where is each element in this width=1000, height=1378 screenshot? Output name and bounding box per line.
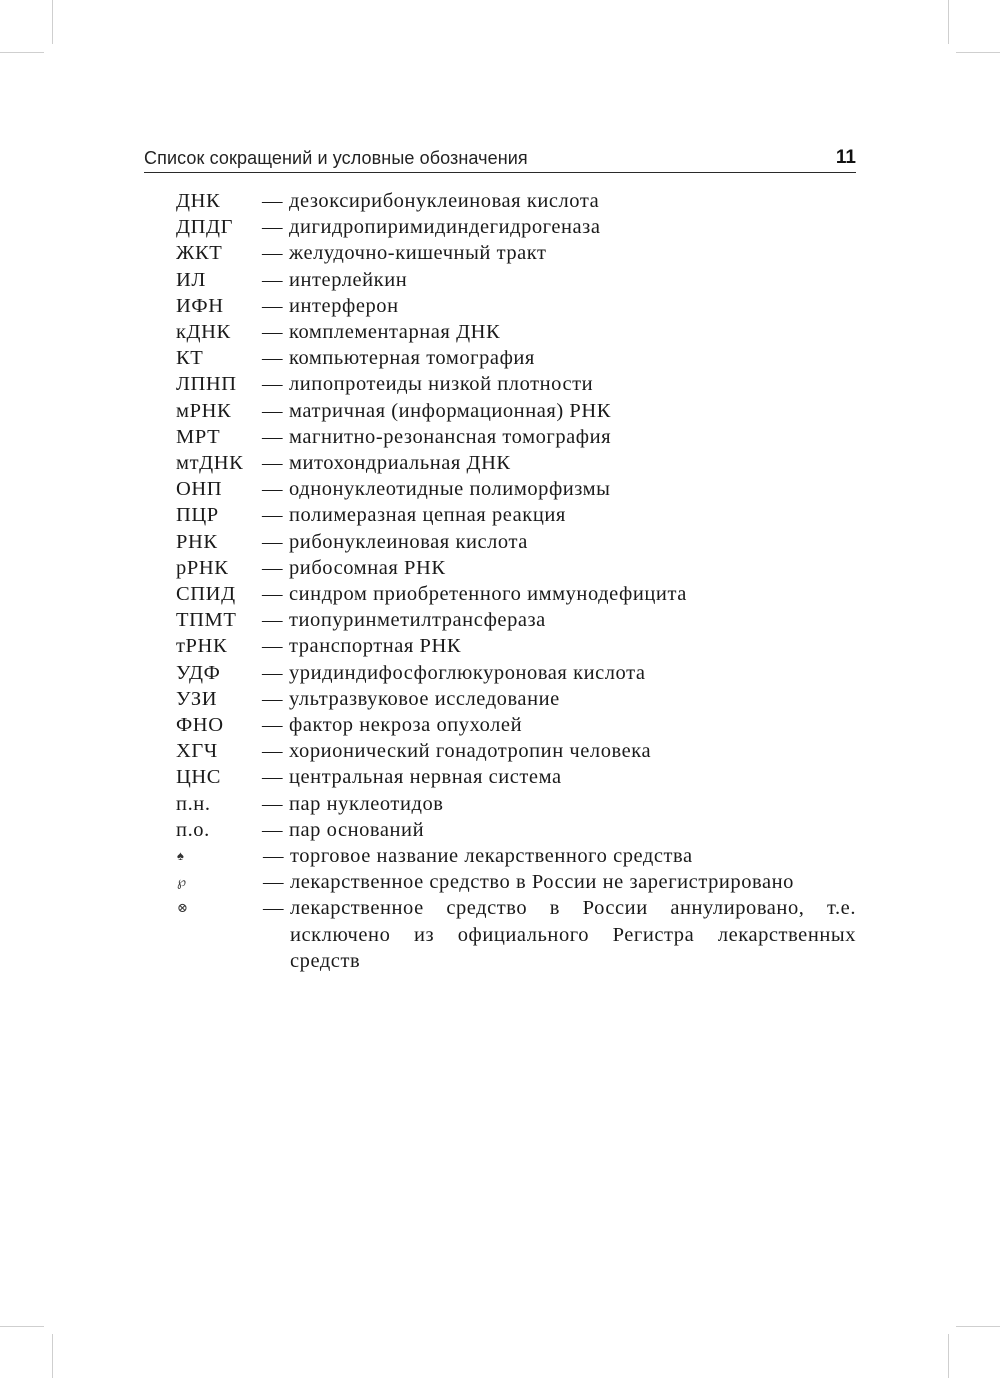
abbreviation-row — [176, 214, 856, 240]
abbreviation-row — [176, 764, 856, 790]
dash: — — [262, 556, 283, 579]
crop-mark-bottom-left-h — [0, 1326, 44, 1327]
abbreviation-definition: пар оснований — [289, 818, 425, 841]
dash: — — [262, 583, 283, 606]
abbreviation-definition: рибонуклеиновая кислота — [289, 530, 528, 553]
abbreviation-term: ДПДГ — [176, 216, 234, 239]
abbreviation-term: КТ — [176, 347, 204, 370]
abbreviation-definition: интерферон — [289, 294, 399, 317]
abbreviation-row — [176, 293, 856, 319]
abbreviation-definition: тиопуринметилтрансфераза — [289, 609, 546, 632]
abbreviation-row — [176, 607, 856, 633]
dash: — — [263, 871, 284, 894]
symbol-definition: торговое название лекарственного средства — [290, 845, 693, 868]
abbreviation-definition: желудочно-кишечный тракт — [289, 242, 547, 265]
dash: — — [262, 818, 283, 841]
abbreviation-definition: хорионический гонадотропин человека — [289, 740, 652, 763]
dash: — — [262, 792, 283, 815]
abbreviation-definition: полимеразная цепная реакция — [289, 504, 566, 527]
abbreviation-row — [176, 817, 856, 843]
abbreviation-term: мтДНК — [176, 452, 244, 475]
crop-mark-bottom-right-h — [956, 1326, 1000, 1327]
abbreviation-definition: дигидропиримидиндегидрогеназа — [289, 216, 601, 239]
abbreviation-term: кДНК — [176, 321, 231, 344]
abbreviation-definition: интерлейкин — [289, 268, 408, 291]
abbreviation-definition: матричная (информационная) РНК — [289, 399, 611, 422]
trademark-spade-icon: ♠ — [177, 848, 185, 864]
abbreviation-definition: синдром приобретенного иммунодефицита — [289, 583, 687, 606]
abbreviation-definition: магнитно-резонансная томография — [289, 425, 612, 448]
abbreviation-term: ТПМТ — [176, 609, 237, 632]
abbreviation-list — [176, 188, 856, 974]
dash: — — [262, 661, 283, 684]
crop-mark-top-left-h — [0, 52, 44, 53]
dash: — — [262, 530, 283, 553]
abbreviation-row — [176, 345, 856, 371]
dash: — — [262, 425, 283, 448]
abbreviation-definition: уридиндифосфоглюкуроновая кислота — [289, 661, 646, 684]
dash: — — [262, 740, 283, 763]
abbreviation-definition: транспортная РНК — [289, 635, 462, 658]
dash: — — [262, 242, 283, 265]
abbreviation-row — [176, 502, 856, 528]
abbreviation-row — [176, 240, 856, 266]
abbreviation-term: МРТ — [176, 425, 221, 448]
crop-mark-bottom-right — [948, 1334, 949, 1378]
abbreviation-definition: пар нуклеотидов — [289, 792, 444, 815]
dash: — — [262, 687, 283, 710]
abbreviation-definition: ультразвуковое исследование — [289, 687, 560, 710]
abbreviation-definition: комплементарная ДНК — [289, 321, 501, 344]
symbol-definition: лекарственное средство в России аннулировано, т.е. исключено из официального Регистра лекарственных средств — [290, 897, 856, 972]
abbreviation-row — [176, 738, 856, 764]
abbreviation-row — [176, 267, 856, 293]
page-number: 11 — [835, 147, 856, 168]
crop-mark-top-left — [52, 0, 53, 44]
abbreviation-term: РНК — [176, 530, 218, 553]
crop-mark-top-right — [948, 0, 949, 44]
abbreviation-definition: митохондриальная ДНК — [289, 452, 511, 475]
abbreviation-term: УЗИ — [176, 687, 218, 710]
symbol-row — [176, 895, 856, 974]
dash: — — [262, 373, 283, 396]
abbreviation-row — [176, 791, 856, 817]
annulled-icon: ⊗ — [177, 900, 189, 916]
dash: — — [262, 714, 283, 737]
dash: — — [262, 478, 283, 501]
abbreviation-definition: однонуклеотидные полиморфизмы — [289, 478, 611, 501]
abbreviation-term: ЦНС — [176, 766, 222, 789]
abbreviation-term: УДФ — [176, 661, 221, 684]
abbreviation-definition: рибосомная РНК — [289, 556, 446, 579]
abbreviation-term: тРНК — [176, 635, 228, 658]
running-head — [144, 146, 856, 173]
dash: — — [262, 347, 283, 370]
abbreviation-term: ФНО — [176, 714, 224, 737]
abbreviation-term: ОНП — [176, 478, 223, 501]
abbreviation-term: ПЦР — [176, 504, 219, 527]
abbreviation-term: ЖКТ — [176, 242, 223, 265]
dash: — — [262, 294, 283, 317]
dash: — — [262, 452, 283, 475]
dash: — — [262, 268, 283, 291]
dash: — — [263, 897, 284, 920]
abbreviation-term: рРНК — [176, 556, 229, 579]
abbreviation-definition: компьютерная томография — [289, 347, 535, 370]
abbreviation-term: ИФН — [176, 294, 224, 317]
abbreviation-row — [176, 371, 856, 397]
abbreviation-row — [176, 712, 856, 738]
abbreviation-row — [176, 686, 856, 712]
dash: — — [262, 190, 283, 212]
abbreviation-term: ДНК — [176, 190, 221, 212]
abbreviation-definition: липопротеиды низкой плотности — [289, 373, 594, 396]
symbol-definition: лекарственное средство в России не зарегистрировано — [290, 871, 794, 894]
abbreviation-row — [176, 476, 856, 502]
abbreviation-row — [176, 319, 856, 345]
dash: — — [262, 399, 283, 422]
abbreviation-term: п.о. — [176, 818, 210, 841]
abbreviation-term: СПИД — [176, 583, 236, 606]
dash: — — [262, 635, 283, 658]
abbreviation-row — [176, 581, 856, 607]
dash: — — [262, 609, 283, 632]
abbreviation-row — [176, 398, 856, 424]
abbreviation-term: ХГЧ — [176, 740, 218, 763]
abbreviation-definition: дезоксирибонуклеиновая кислота — [289, 190, 600, 212]
symbol-row — [176, 843, 856, 869]
not-registered-icon: ℘ — [177, 874, 187, 890]
abbreviation-definition: фактор некроза опухолей — [289, 714, 523, 737]
abbreviation-definition: центральная нервная система — [289, 766, 562, 789]
abbreviation-row — [176, 633, 856, 659]
running-title: Список сокращений и условные обозначения — [144, 148, 528, 168]
abbreviation-row — [176, 660, 856, 686]
crop-mark-top-right-h — [956, 52, 1000, 53]
dash: — — [262, 216, 283, 239]
abbreviation-row — [176, 450, 856, 476]
dash: — — [262, 766, 283, 789]
abbreviation-term: мРНК — [176, 399, 232, 422]
dash: — — [263, 845, 284, 868]
symbol-row — [176, 869, 856, 895]
abbreviation-term: ИЛ — [176, 268, 206, 291]
abbreviation-row — [176, 529, 856, 555]
abbreviation-term: п.н. — [176, 792, 211, 815]
abbreviation-term: ЛПНП — [176, 373, 237, 396]
dash: — — [262, 504, 283, 527]
crop-mark-bottom-left — [52, 1334, 53, 1378]
abbreviation-row — [176, 424, 856, 450]
abbreviation-row — [176, 555, 856, 581]
dash: — — [262, 321, 283, 344]
abbreviation-row — [176, 188, 856, 214]
